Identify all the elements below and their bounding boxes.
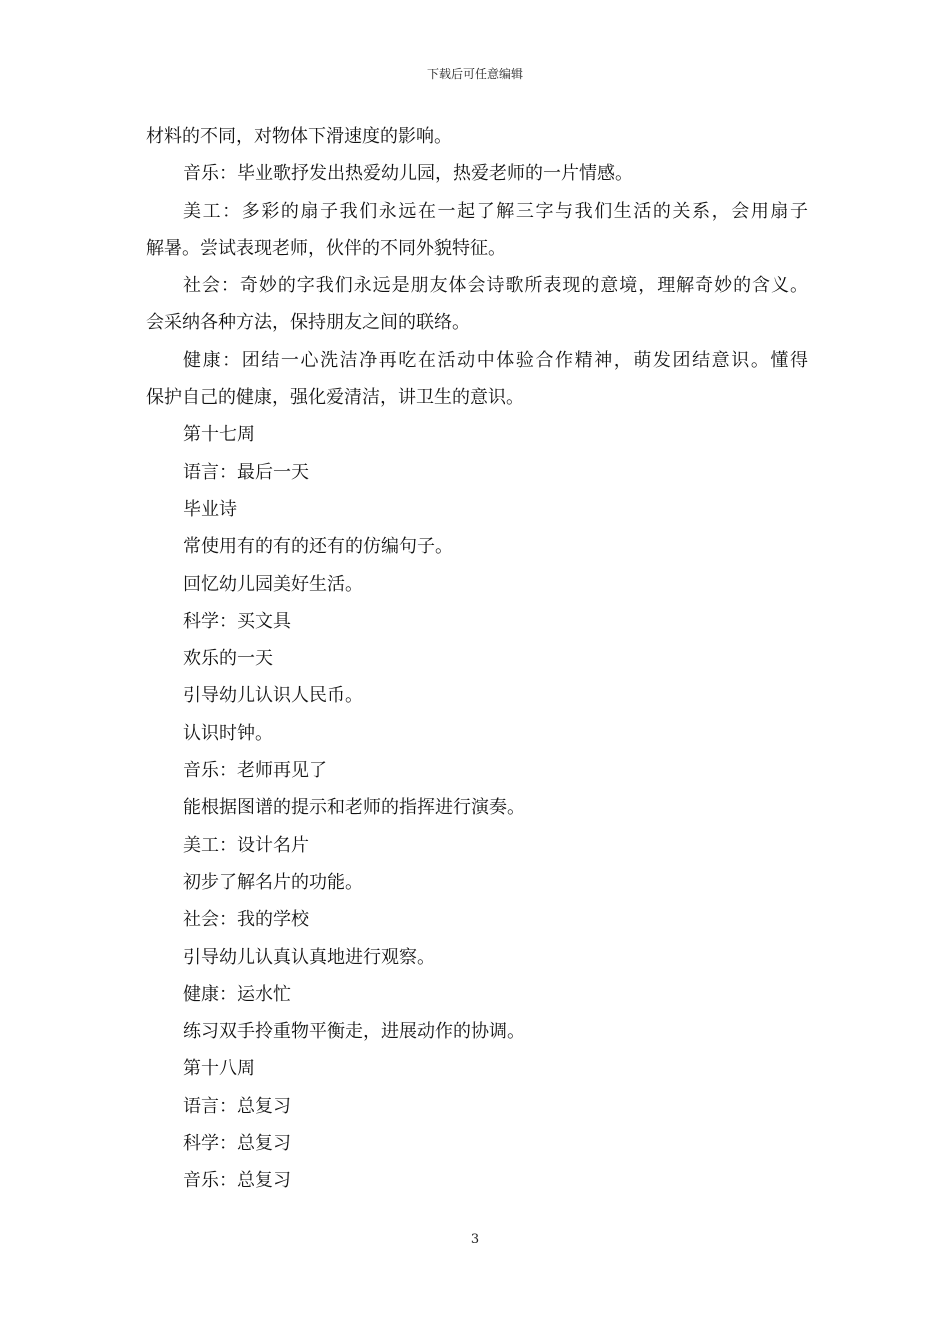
text-line: 音乐：总复习 [183,1170,291,1192]
text-line: 健康：运水忙 [183,983,291,1005]
text-line: 初步了解名片的功能。 [183,871,363,893]
page-number: 3 [470,1232,480,1247]
text-line: 科学：买文具 [183,610,291,632]
text-line: 毕业诗 [183,498,237,520]
text-line: 欢乐的一天 [183,648,273,670]
text-line: 解暑。尝试表现老师，伙伴的不同外貌特征。 [146,237,506,259]
text-line: 引导幼儿认识人民币。 [183,685,363,707]
text-line: 能根据图谱的提示和老师的指挥进行演奏。 [183,797,525,819]
text-line: 音乐：老师再见了 [183,760,327,782]
text-line: 语言：总复习 [183,1095,291,1117]
text-line: 健康：团结一心洗洁净再吃在活动中体验合作精神，萌发团结意识。懂得 [183,349,808,371]
text-line: 材料的不同，对物体下滑速度的影响。 [146,126,452,147]
text-line: 美工：设计名片 [183,834,309,856]
text-line: 社会：奇妙的字我们永远是朋友体会诗歌所表现的意境，理解奇妙的含义。 [183,275,808,297]
text-line: 会采纳各种方法，保持朋友之间的联络。 [146,312,470,334]
text-line: 练习双手拎重物平衡走，进展动作的协调。 [183,1021,525,1043]
text-line: 回忆幼儿园美好生活。 [183,573,363,595]
text-line: 引导幼儿认真认真地进行观察。 [183,946,435,968]
text-line: 音乐：毕业歌抒发出热爱幼儿园，热爱老师的一片情感。 [183,163,633,185]
document-body [146,118,808,1200]
text-line: 认识时钟。 [183,722,273,744]
text-line: 保护自己的健康，强化爱清洁，讲卫生的意识。 [146,387,524,409]
text-line: 常使用有的有的还有的仿编句子。 [183,536,453,558]
text-line: 美工：多彩的扇子我们永远在一起了解三字与我们生活的关系，会用扇子 [183,200,808,222]
text-line: 社会：我的学校 [183,909,309,931]
text-line: 科学：总复习 [183,1133,291,1155]
page-header: 下载后可任意编辑 [426,67,523,81]
text-line: 第十七周 [183,424,255,446]
text-line: 语言：最后一天 [183,461,309,483]
text-line: 第十八周 [183,1058,255,1080]
